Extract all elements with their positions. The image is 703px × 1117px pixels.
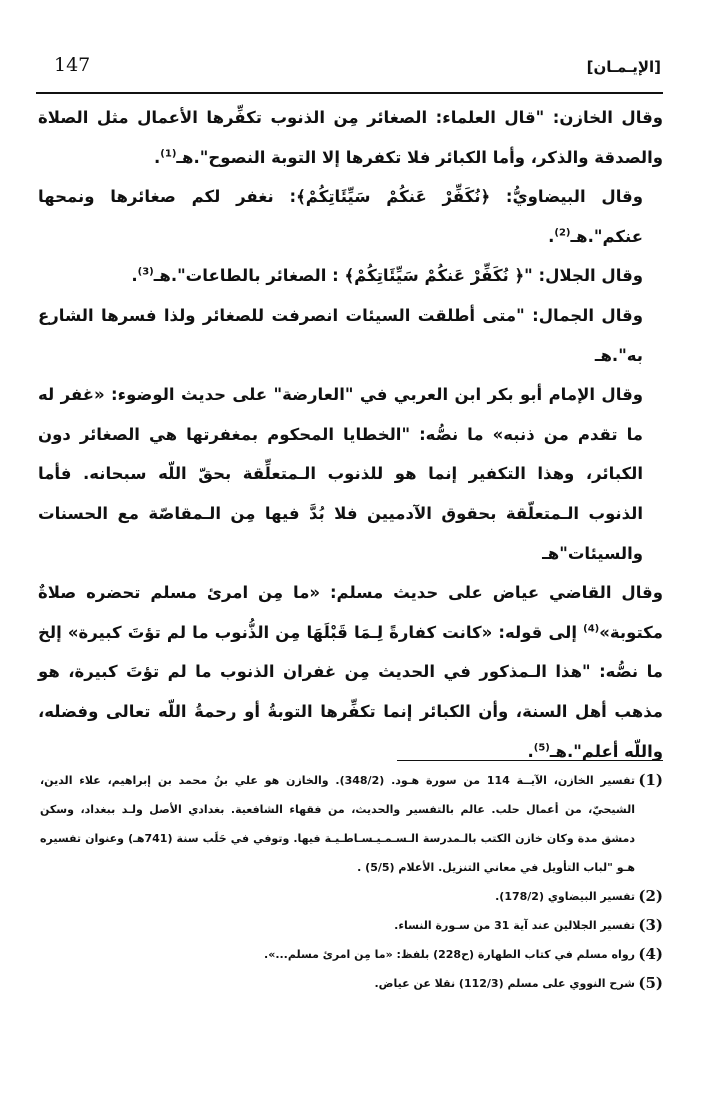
footnote-line: تفسير الخازن، الآيــة 114 من سورة هـود. (348/2). والخازن هو علي بنُ محمد بن إبراهيم، علاء الدين، الشيحيّ، من أعمال حلب. عالم بالتفسير والحديث، من فقهاء الشافعية. بغدادي الأصل ولـد ببغداد، وسكن دمشق مدة وكان خازن الكتب بالـمدرسة الـسـمـيـسـاطـيـة فيها. وتوفي في حَلَب سنة (741هـ) وعنوان تفسيره هـو "لباب التأويل في معاني التنزيل. الأعلام (5/5) .: [40, 774, 635, 874]
paragraph-text: .: [527, 741, 534, 761]
footnote-text: [40, 882, 635, 911]
footnote-5: [40, 969, 663, 998]
paragraph-qadi-iyad: [38, 573, 663, 771]
paragraph-text: وقال القاضي عياض على حديث مسلم: «ما مِن امرئ مسلم تحضره صلاةٌ مكتوبة»: [38, 583, 663, 642]
paragraph-text: .: [154, 147, 161, 167]
footnotes: [40, 766, 663, 998]
footnote-3: [40, 911, 663, 940]
paragraph-text: .: [548, 226, 555, 246]
footnote-text: [40, 969, 635, 998]
page-header: [36, 52, 663, 94]
paragraph-khazin: [38, 98, 663, 177]
footnote-2: [40, 882, 663, 911]
running-head: [الإيـمـان]: [586, 58, 661, 76]
paragraph-text: وقال البيضاويُّ: ﴿نُكَفِّرْ عَنكُمْ سَيِّئَاتِكُمْ﴾: نغفر لكم صغائرها ونمحها عنكم".هـ: [38, 187, 643, 246]
paragraph-text: .: [131, 266, 138, 286]
footnote-divider: [397, 760, 663, 761]
footnote-number: (3): [638, 916, 663, 934]
footnote-number: (2): [638, 887, 663, 905]
footnote-line: رواه مسلم في كتاب الطهارة (ح228) بلفظ: «ما مِن امرئ مسلم...».: [264, 948, 635, 961]
paragraph-baydawi: [38, 177, 663, 256]
footnote-ref: (4): [583, 623, 600, 635]
page-number: 147: [54, 54, 91, 76]
paragraph-text: وقال الخازن: "قال العلماء: الصغائر مِن الذنوب تكفِّرها الأعمال مثل الصلاة والصدقة والذكر، وأما الكبائر فلا تكفرها إلا التوبة النصوح".هـ: [38, 108, 663, 167]
footnote-number: (5): [638, 974, 663, 992]
paragraph-text: إلى قوله: «كانت كفارةً لِـمَا قَبْلَهَا مِن الذُّنوب ما لم تؤتَ كبيرة» إلخ ما نصُّه: "هذا الـمذكور في الحديث مِن غفران الذنوب ما لم تؤتَ كبيرة، هو مذهب أهل السنة، وأن الكبائر إنما تكفِّرها التوبةُ أو رحمةُ اللّه تعالى وفضله، واللّه أعلم".هـ: [38, 622, 663, 761]
main-text: [38, 98, 663, 771]
paragraph-ibn-arabi: وقال الإمام أبو بكر ابن العربي في "العارضة" على حديث الوضوء: «غفر له ما تقدم من ذنبه» ما نصُّه: "الخطايا المحكوم بمغفرتها هي الصغائر دون الكبائر، وهذا التكفير إنما هو للذنوب الـمتعلِّقة بحقّ اللّه سبحانه. فأما الذنوب الـمتعلّقة بحقوق الآدميين فلا بُدَّ فيها مِن الـمقاصّة مع الحسنات والسيئات"هـ: [38, 385, 643, 563]
footnote-line: تفسير الجلالين عند آية 31 من سـورة النساء.: [394, 919, 635, 932]
footnote-ref: (5): [533, 742, 550, 753]
footnote-ref: (1): [160, 148, 177, 160]
footnote-number: (4): [638, 945, 663, 963]
footnote-text: [40, 940, 635, 969]
paragraph-text: وقال الجلال: "﴿ نُكَفِّرْ عَنكُمْ سَيِّئَاتِكُمْ﴾ : الصغائر بالطاعات".هـ: [153, 266, 643, 286]
footnote-line: تفسير البيضاوي (178/2).: [495, 890, 635, 903]
footnote-1: [40, 766, 663, 882]
footnote-text: [40, 911, 635, 940]
footnote-ref: (2): [554, 227, 571, 239]
paragraph-jalal: [38, 256, 663, 296]
footnote-4: [40, 940, 663, 969]
paragraph-jamal: وقال الجمال: "متى أطلقت السيئات انصرفت للصغائر ولذا فسرها الشارع به".هـ: [38, 305, 643, 365]
footnote-number: (1): [638, 771, 663, 789]
footnote-ref: (3): [137, 266, 154, 278]
footnote-line: شرح النووي على مسلم (112/3) نقلا عن عياض.: [374, 977, 635, 990]
footnote-text: [40, 766, 635, 882]
